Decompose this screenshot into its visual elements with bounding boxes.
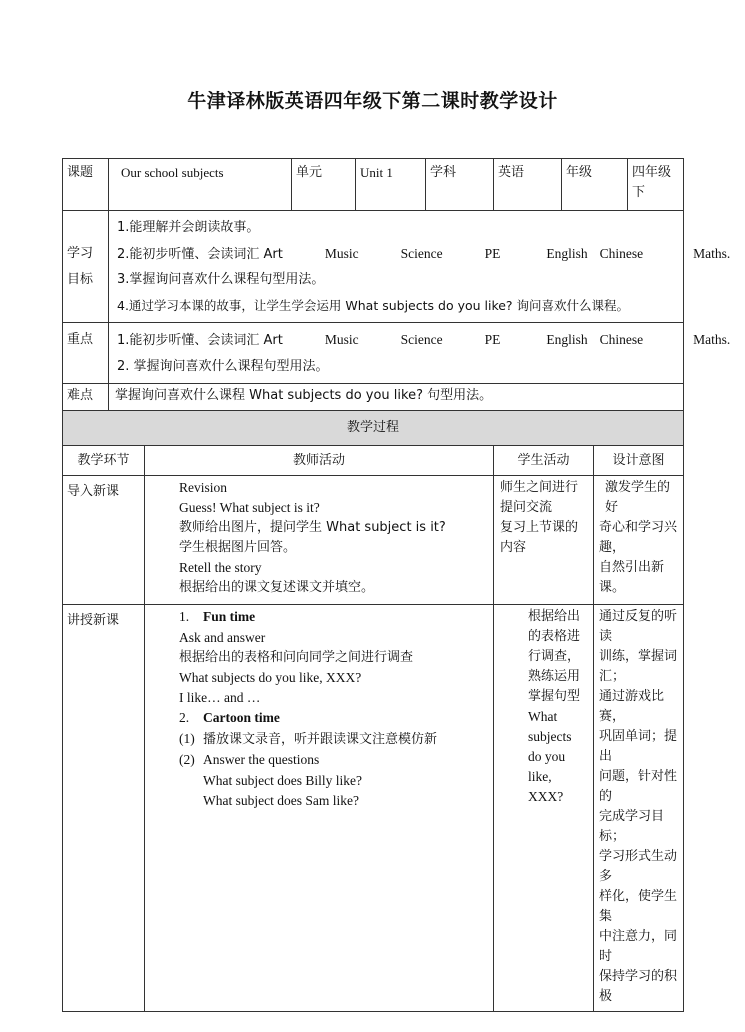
intent-new-line-5: 问题，针对性的 bbox=[599, 769, 678, 804]
kp-word-chinese: Chinese bbox=[599, 332, 644, 347]
teacher-intro-line-3: 教师给出图片，提问学生 What subject is it? bbox=[179, 520, 446, 535]
word-music: Music bbox=[324, 245, 359, 261]
col-intent-header: 设计意图 bbox=[594, 446, 684, 476]
objectives-label-2: 目标 bbox=[67, 271, 94, 287]
word-english: English bbox=[546, 245, 588, 261]
objectives-content bbox=[109, 211, 731, 323]
grade-value-line1: 四年级 bbox=[632, 165, 672, 180]
grade-value bbox=[628, 159, 684, 211]
objective-4: 4.通过学习本课的故事，让学生学会运用 What subjects do you like? 询问喜欢什么课程。 bbox=[117, 297, 630, 313]
key-point-2: 2. 掌握询问喜欢什么课程句型用法。 bbox=[117, 358, 329, 374]
objectives-label bbox=[63, 211, 109, 323]
teacher-sub-1 bbox=[179, 729, 489, 750]
teacher-intro-line-2: Guess! What subject is it? bbox=[179, 500, 320, 515]
intent-new-line-6: 完成学习目标； bbox=[599, 809, 665, 844]
teacher-sub-2 bbox=[179, 750, 489, 771]
process-columns-row bbox=[63, 446, 684, 476]
process-row-intro bbox=[63, 476, 684, 605]
process-row-new bbox=[63, 605, 684, 1012]
intent-intro bbox=[594, 476, 684, 605]
document-title: 牛津译林版英语四年级下第二课时教学设计 bbox=[187, 90, 558, 112]
header-row bbox=[63, 159, 684, 211]
teacher-item-1-num: 1. bbox=[179, 609, 190, 624]
word-chinese: Chinese bbox=[599, 245, 644, 261]
col-student-header: 学生活动 bbox=[494, 446, 594, 476]
student-new-line-1: 根据给出 bbox=[528, 609, 581, 624]
student-intro-line-1: 师生之间进行 bbox=[500, 480, 579, 495]
student-intro-line-4: 内容 bbox=[500, 540, 527, 555]
objectives-row bbox=[63, 211, 684, 323]
process-heading: 教学过程 bbox=[63, 411, 684, 446]
teacher-new-line-1: Ask and answer bbox=[179, 630, 266, 645]
subject-label: 学科 bbox=[426, 159, 494, 211]
teacher-question-1: What subject does Billy like? bbox=[203, 773, 362, 788]
objective-3: 3.掌握询问喜欢什么课程句型用法。 bbox=[117, 272, 325, 287]
intent-intro-line-3: 自然引出新课。 bbox=[599, 560, 665, 595]
teacher-intro bbox=[145, 476, 494, 605]
teacher-new-line-2: 根据给出的表格和问向同学之间进行调查 bbox=[179, 650, 414, 665]
teacher-intro-line-4: 学生根据图片回答。 bbox=[179, 540, 297, 555]
unit-label: 单元 bbox=[292, 159, 356, 211]
subject-value: 英语 bbox=[494, 159, 562, 211]
col-teacher-header: 教师活动 bbox=[145, 446, 494, 476]
key-points-content bbox=[109, 323, 731, 384]
kp-word-science: Science bbox=[400, 332, 443, 347]
intent-new-line-3: 通过游戏比赛， bbox=[599, 689, 665, 724]
intent-new-line-8: 样化，使学生集 bbox=[599, 889, 678, 924]
teacher-intro-line-1: Revision bbox=[179, 480, 228, 495]
teacher-new bbox=[145, 605, 494, 1012]
objective-2 bbox=[117, 241, 731, 268]
teacher-question-2: What subject does Sam like? bbox=[203, 793, 359, 808]
objective-1: 1.能理解并会朗读故事。 bbox=[117, 220, 260, 235]
kp-word-pe: PE bbox=[484, 332, 501, 347]
lesson-plan-table bbox=[62, 158, 731, 1012]
objectives-label-1: 学习 bbox=[67, 245, 94, 261]
student-new-line-3: 行调查， bbox=[528, 649, 581, 664]
process-heading-row bbox=[63, 411, 684, 446]
intent-intro-line-1: 激发学生的好 bbox=[605, 480, 671, 515]
kp-word-music: Music bbox=[324, 332, 359, 347]
key-point-1 bbox=[117, 327, 731, 354]
difficulty-row bbox=[63, 384, 684, 411]
teacher-sub-2-text: Answer the questions bbox=[203, 752, 320, 767]
student-new bbox=[494, 605, 594, 1012]
teacher-item-1-title: Fun time bbox=[203, 609, 256, 624]
student-new-line-10: XXX? bbox=[528, 789, 564, 804]
student-new-line-4: 熟练运用 bbox=[528, 669, 581, 684]
student-new-line-5: 掌握句型 bbox=[528, 689, 581, 704]
student-new-line-6: What bbox=[528, 709, 558, 724]
intent-new-line-4: 巩固单词；提出 bbox=[599, 729, 678, 764]
unit-value: Unit 1 bbox=[356, 159, 426, 211]
intent-new-line-2: 训练，掌握词汇； bbox=[599, 649, 678, 684]
intent-new bbox=[594, 605, 684, 1012]
difficulty-content: 掌握询问喜欢什么课程 What subjects do you like? 句型用法。 bbox=[109, 384, 684, 411]
teacher-intro-line-6: 根据给出的课文复述课文并填空。 bbox=[179, 580, 375, 595]
objective-2-prefix: 2.能初步听懂、会读词汇 Art bbox=[117, 246, 283, 262]
intent-new-line-10: 保持学习的积极 bbox=[599, 969, 678, 1004]
teacher-new-line-4: I like… and … bbox=[179, 690, 261, 705]
teacher-item-1 bbox=[179, 607, 489, 628]
teacher-intro-line-5: Retell the story bbox=[179, 560, 262, 575]
stage-new: 讲授新课 bbox=[63, 605, 145, 1012]
student-new-line-8: do you bbox=[528, 749, 566, 764]
col-stage-header: 教学环节 bbox=[63, 446, 145, 476]
word-science: Science bbox=[400, 245, 443, 261]
word-pe: PE bbox=[484, 245, 501, 261]
student-intro-line-3: 复习上节课的 bbox=[500, 520, 579, 535]
student-new-line-7: subjects bbox=[528, 729, 572, 744]
key-point-1-prefix: 1.能初步听懂、会读词汇 Art bbox=[117, 333, 283, 348]
intent-intro-line-2: 奇心和学习兴趣， bbox=[599, 520, 678, 555]
teacher-item-2-title: Cartoon time bbox=[203, 710, 280, 725]
teacher-item-2-num: 2. bbox=[179, 710, 190, 725]
intent-new-line-7: 学习形式生动多 bbox=[599, 849, 678, 884]
word-maths: Maths. bbox=[693, 245, 731, 261]
teacher-sub-2-num: (2) bbox=[179, 752, 195, 767]
student-new-line-2: 的表格进 bbox=[528, 629, 581, 644]
teacher-sub-1-text: 播放课文录音，听并跟读课文注意模仿新 bbox=[203, 732, 438, 747]
course-value: Our school subjects bbox=[109, 159, 292, 211]
teacher-sub-1-num: (1) bbox=[179, 731, 195, 746]
key-points-label: 重点 bbox=[63, 323, 109, 384]
intent-new-line-9: 中注意力，同时 bbox=[599, 929, 678, 964]
teacher-new-line-3: What subjects do you like, XXX? bbox=[179, 670, 362, 685]
course-label: 课题 bbox=[63, 159, 109, 211]
student-intro-line-2: 提问交流 bbox=[500, 500, 553, 515]
student-intro bbox=[494, 476, 594, 605]
kp-word-maths: Maths. bbox=[693, 332, 731, 347]
kp-word-english: English bbox=[546, 332, 588, 347]
grade-value-line2: 下 bbox=[632, 185, 646, 200]
stage-intro: 导入新课 bbox=[63, 476, 145, 605]
student-new-line-9: like, bbox=[528, 769, 552, 784]
key-points-row bbox=[63, 323, 684, 384]
teacher-item-2 bbox=[179, 708, 489, 729]
difficulty-label: 难点 bbox=[63, 384, 109, 411]
intent-new-line-1: 通过反复的听读 bbox=[599, 609, 678, 644]
grade-label: 年级 bbox=[562, 159, 628, 211]
